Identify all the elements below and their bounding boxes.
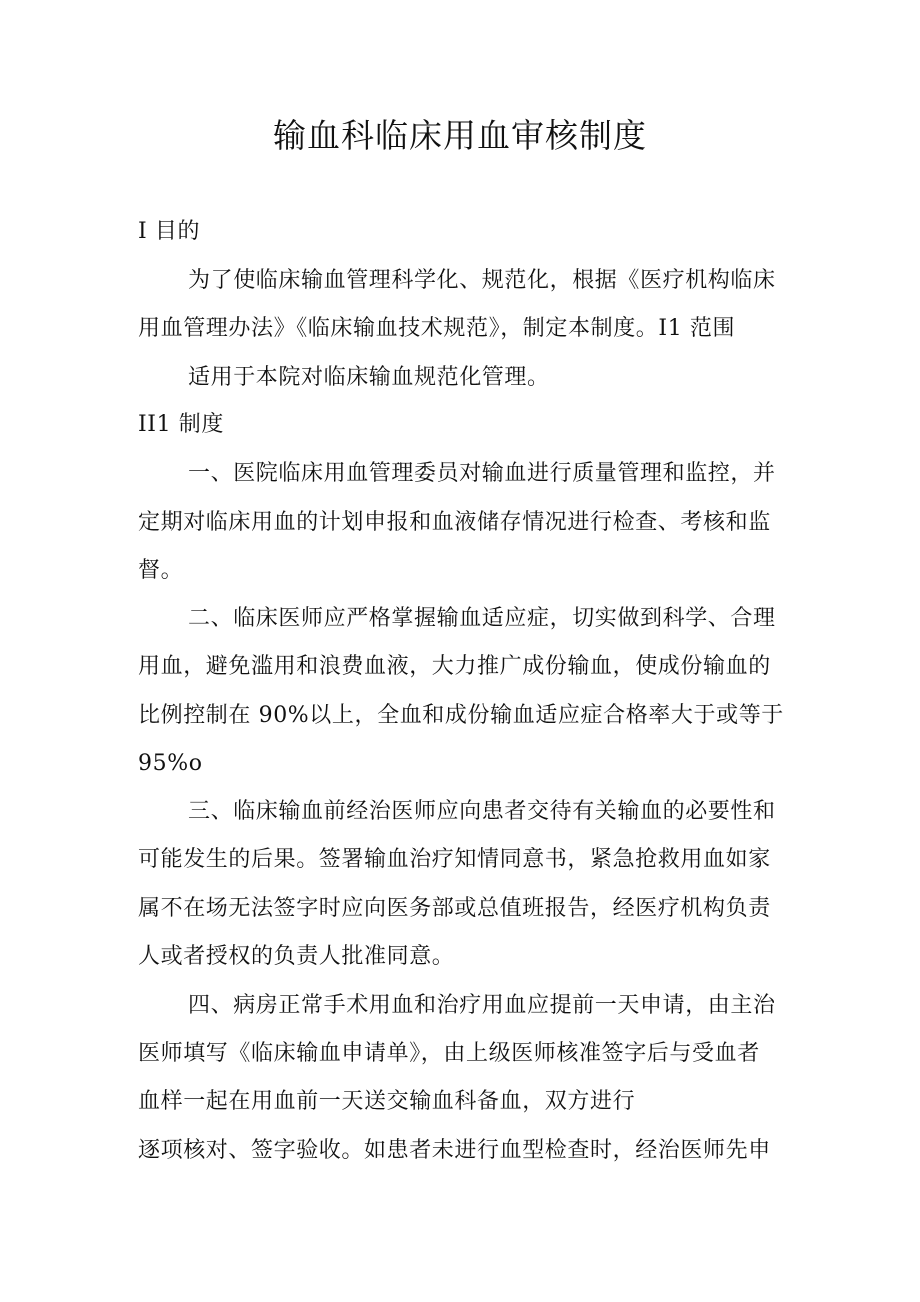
paragraph-line: 逐项核对、签字验收。如患者未进行血型检查时，经治医师先申	[138, 1138, 771, 1163]
paragraph-line: 一、医院临床用血管理委员对输血进行质量管理和监控，并	[188, 461, 776, 486]
paragraph-line: 定期对临床用血的计划申报和血液储存情况进行检查、考核和监	[138, 510, 771, 535]
section-heading-policy: II1 制度	[138, 412, 224, 437]
section-heading-purpose: I 目的	[138, 219, 201, 244]
paragraph-line: 督。	[138, 558, 184, 583]
paragraph-line: 三、临床输血前经治医师应向患者交待有关输血的必要性和	[188, 799, 776, 824]
paragraph-line: 血样一起在用血前一天送交输血科备血，双方进行	[138, 1089, 636, 1114]
paragraph-line: 为了使临床输血管理科学化、规范化，根据《医疗机构临床	[188, 268, 776, 293]
paragraph-line: 人或者授权的负责人批准同意。	[138, 944, 455, 969]
paragraph-line: 95%o	[138, 751, 203, 776]
paragraph-line: 用血管理办法》《临床输血技术规范》，制定本制度。I1 范围	[138, 316, 736, 341]
paragraph-line: 用血，避免滥用和浪费血液，大力推广成份输血，使成份输血的	[138, 654, 771, 679]
paragraph-line: 属不在场无法签字时应向医务部或总值班报告，经医疗机构负责	[138, 896, 771, 921]
document-title: 输血科临床用血审核制度	[273, 116, 647, 155]
paragraph-line: 四、病房正常手术用血和治疗用血应提前一天申请，由主治	[188, 993, 776, 1018]
paragraph-line: 比例控制在 90%以上，全血和成份输血适应症合格率大于或等于	[138, 703, 784, 728]
paragraph-line: 适用于本院对临床输血规范化管理。	[188, 365, 550, 390]
paragraph-line: 可能发生的后果。签署输血治疗知情同意书，紧急抢救用血如家	[138, 847, 771, 872]
paragraph-line: 医师填写《临床输血申请单》，由上级医师核准签字后与受血者	[138, 1041, 760, 1066]
paragraph-line: 二、临床医师应严格掌握输血适应症，切实做到科学、合理	[188, 606, 776, 631]
